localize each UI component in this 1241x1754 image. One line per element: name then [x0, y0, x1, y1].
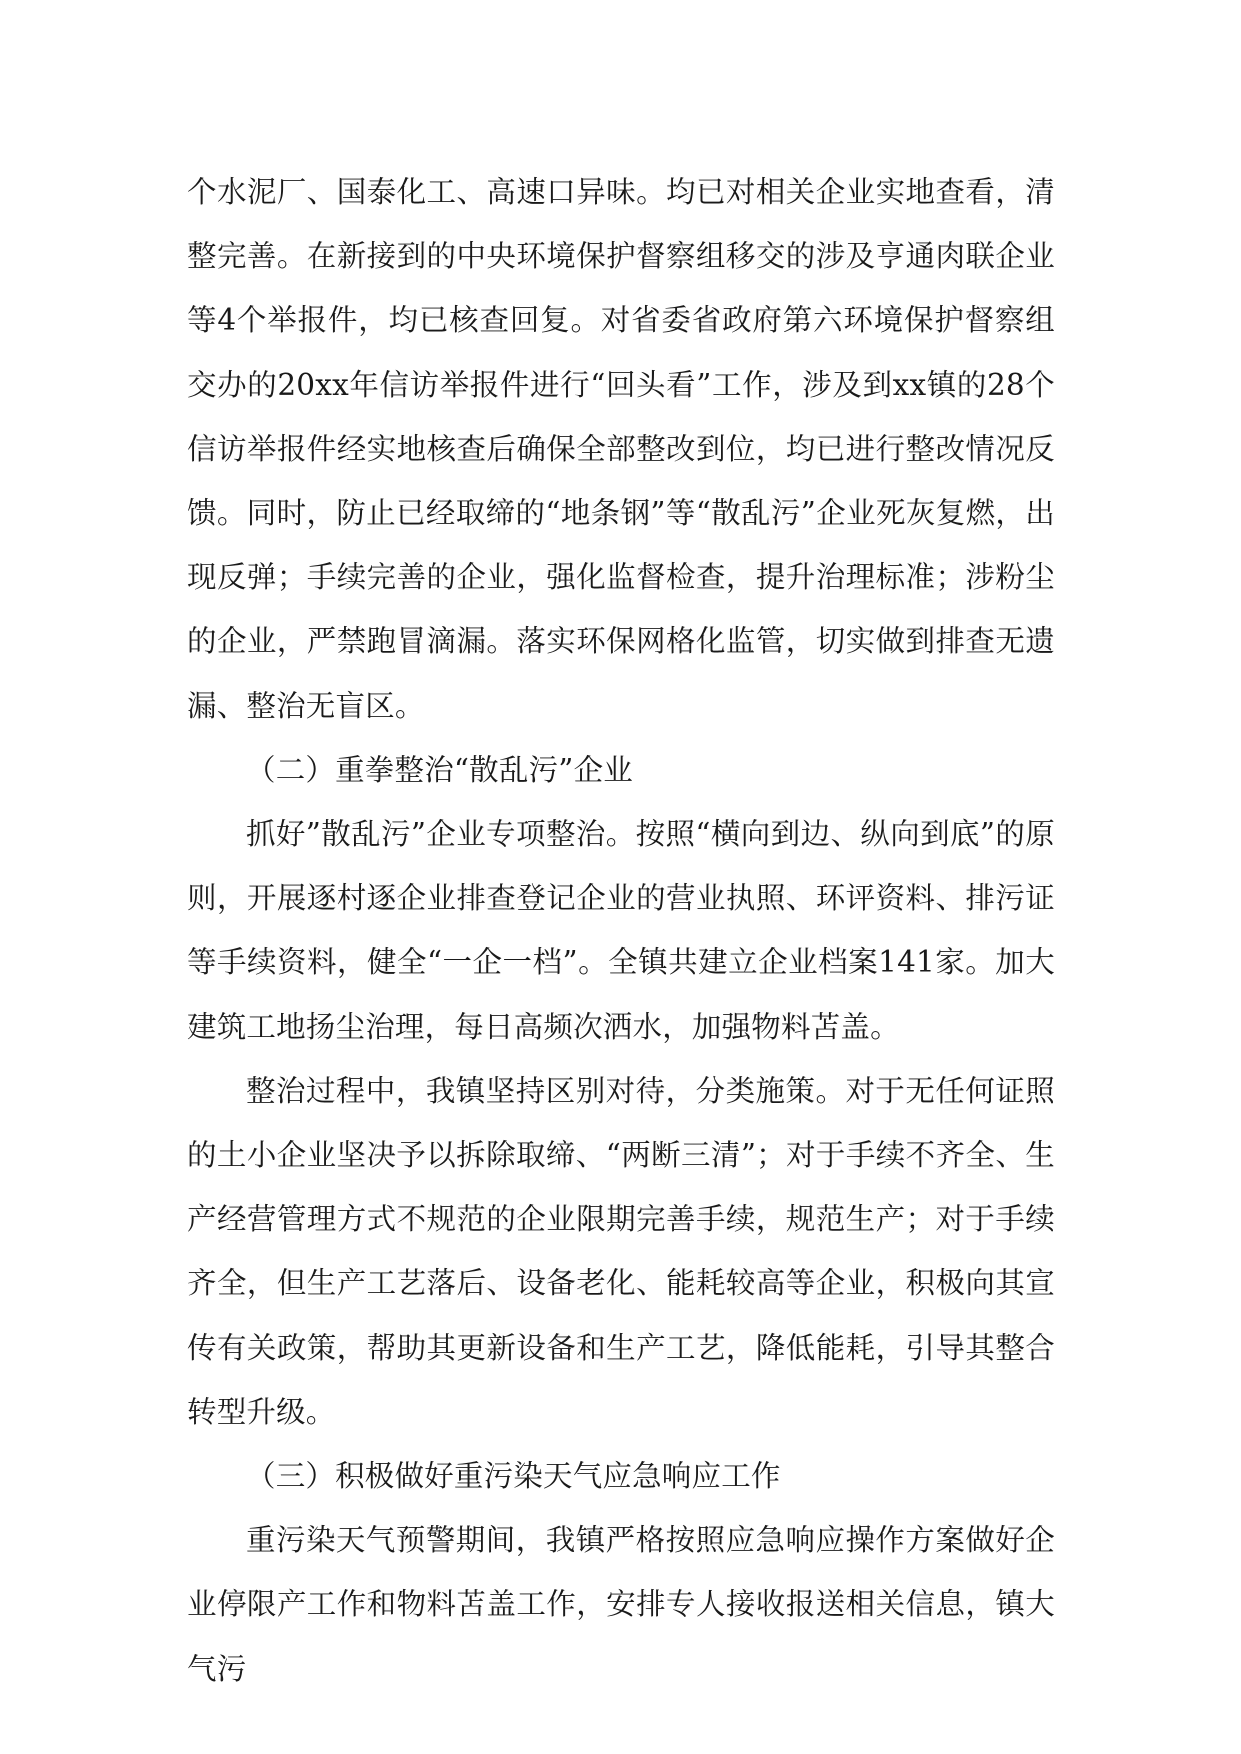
paragraph-body: 抓好”散乱污”企业专项整治。按照“横向到边、纵向到底”的原则，开展逐村逐企业排查登记企业的营业执照、环评资料、排污证等手续资料，健全“一企一档”。全镇共建立企业档案141家。加大建筑工地扬尘治理，每日高频次洒水，加强物料苫盖。: [187, 817, 1055, 1044]
paragraph-body: 整治过程中，我镇坚持区别对待，分类施策。对于无任何证照的土小企业坚决予以拆除取缔、“两断三清”；对于手续不齐全、生产经营管理方式不规范的企业限期完善手续，规范生产；对于手续齐全，但生产工艺落后、设备老化、能耗较高等企业，积极向其宣传有关政策，帮助其更新设备和生产工艺，降低能耗，引导其整合转型升级。: [187, 1073, 1055, 1429]
paragraph-continuation: 个水泥厂、国泰化工、高速口异味。均已对相关企业实地查看，清整完善。在新接到的中央环境保护督察组移交的涉及亨通肉联企业等4个举报件，均已核查回复。对省委省政府第六环境保护督察组交办的20xx年信访举报件进行“回头看”工作，涉及到xx镇的28个信访举报件经实地核查后确保全部整改到位，均已进行整改情况反馈。同时，防止已经取缔的“地条钢”等“散乱污”企业死灰复燃，出现反弹；手续完善的企业，强化监督检查，提升治理标准；涉粉尘的企业，严禁跑冒滴漏。落实环保网格化监管，切实做到排查无遗漏、整治无盲区。: [187, 175, 1055, 723]
document-body: [187, 160, 1055, 1701]
section-heading-3: （三）积极做好重污染天气应急响应工作: [246, 1459, 781, 1494]
section-heading-2: （二）重拳整治“散乱污”企业: [246, 752, 633, 787]
paragraph-body: 重污染天气预警期间，我镇严格按照应急响应操作方案做好企业停限产工作和物料苫盖工作，安排专人接收报送相关信息，镇大气污: [187, 1523, 1055, 1686]
